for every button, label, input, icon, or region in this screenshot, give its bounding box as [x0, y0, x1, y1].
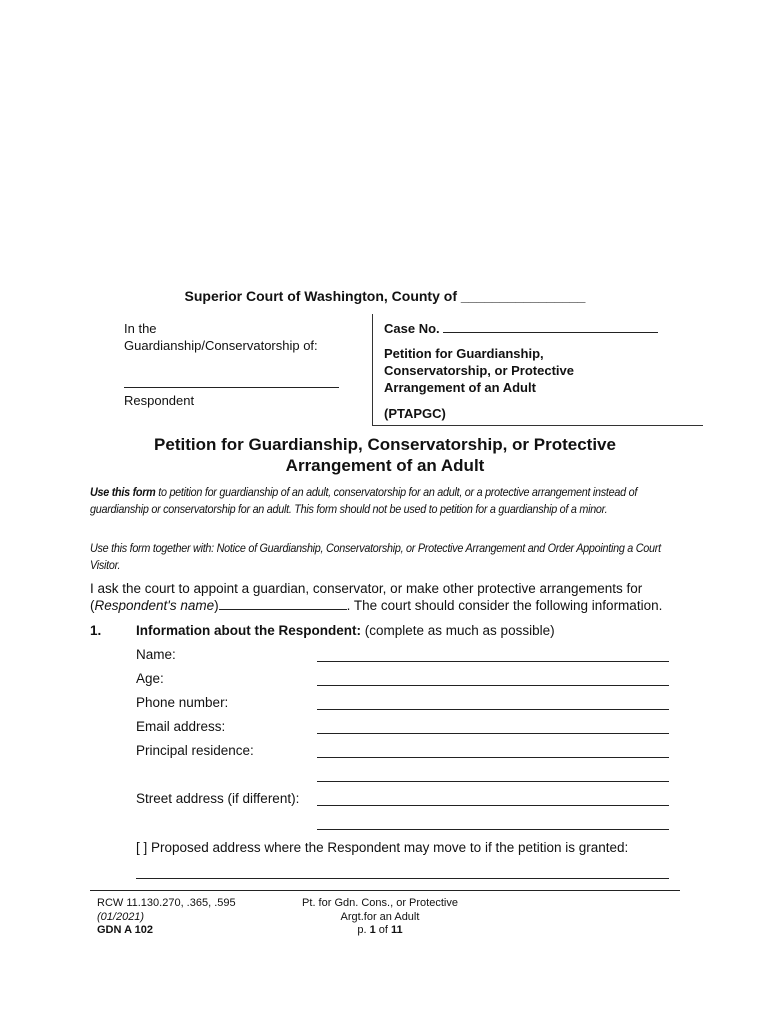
caption-petition-title: [384, 345, 684, 396]
phone-field[interactable]: [317, 709, 669, 710]
instructions-lead: Use this form: [90, 485, 156, 499]
residence-label: Principal residence:: [136, 743, 254, 758]
page-current: 1: [369, 924, 376, 936]
title-line: Arrangement of an Adult: [285, 456, 485, 475]
section-number: 1.: [90, 623, 102, 638]
footer-rule: [90, 890, 680, 891]
caption-petition-line: Petition for Guardianship,: [384, 346, 544, 361]
age-field[interactable]: [317, 685, 669, 686]
footer-left: [97, 897, 236, 938]
proposed-address-field[interactable]: [136, 878, 669, 879]
proposed-address-checkbox-label[interactable]: [ ] Proposed address where the Respondent may move to if the petition is granted:: [136, 840, 629, 855]
street-label: Street address (if different):: [136, 791, 300, 806]
section-title-text: Information about the Respondent:: [136, 623, 361, 638]
caption-petition-line: Conservatorship, or Protective: [384, 363, 574, 378]
title-line: Petition for Guardianship, Conservatorship, or Protective: [154, 435, 616, 454]
request-line: I ask the court to appoint a guardian, conservator, or make other protective arrangements for: [90, 581, 643, 596]
instructions-together: Use this form together with: Notice of Guardianship, Conservatorship, or Protective Arrangement and Order Appointing a Court Visitor.: [90, 541, 661, 572]
respondent-name-hint: Respondent's name: [94, 598, 215, 613]
email-label: Email address:: [136, 719, 226, 734]
instructions-text: to petition for guardianship of an adult, conservatorship for an adult, or a protective arrangement instead of guardianship or conservatorship for an adult. This form should not be used to petition for a guardianship of a minor.: [90, 485, 638, 516]
age-label: Age:: [136, 671, 164, 686]
request-paragraph: [90, 580, 690, 614]
caption-left: [124, 320, 339, 409]
respondent-name-line[interactable]: [124, 375, 339, 388]
caption-divider-vertical: [372, 314, 373, 426]
street-field[interactable]: [317, 805, 669, 806]
paren: (: [90, 598, 95, 613]
page-of: of: [375, 924, 391, 936]
footer-date: (01/2021): [97, 910, 145, 923]
name-field[interactable]: [317, 661, 669, 662]
footer-rcw: RCW 11.130.270, .365, .595: [97, 897, 236, 909]
footer-center: [280, 897, 480, 938]
street-field-line2[interactable]: [317, 829, 669, 830]
document-title: [0, 434, 770, 476]
name-label: Name:: [136, 647, 176, 662]
caption-right: [384, 320, 684, 422]
case-no-label: Case No.: [384, 321, 440, 336]
respondent-label: Respondent: [124, 393, 195, 408]
section-title: [136, 623, 555, 638]
caption-petition-line: Arrangement of an Adult: [384, 380, 536, 395]
residence-field[interactable]: [317, 757, 669, 758]
paren: ): [214, 598, 219, 613]
footer-form-id: GDN A 102: [97, 924, 154, 936]
page-number: [280, 924, 480, 938]
instructions-use: [90, 484, 689, 517]
caption-divider-horizontal: [372, 425, 703, 426]
phone-label: Phone number:: [136, 695, 229, 710]
court-heading: Superior Court of Washington, County of ________________: [184, 288, 586, 304]
footer-title-line: Argt.for an Adult: [340, 910, 420, 923]
email-field[interactable]: [317, 733, 669, 734]
in-the-label: In the: [124, 321, 157, 336]
residence-field-line2[interactable]: [317, 781, 669, 782]
matter-label: Guardianship/Conservatorship of:: [124, 338, 318, 353]
case-no-field[interactable]: [443, 320, 658, 333]
page-prefix: p.: [357, 924, 370, 936]
respondent-name-field[interactable]: [219, 597, 347, 610]
footer-title-line: Pt. for Gdn. Cons., or Protective: [302, 897, 458, 909]
form-code: (PTAPGC): [384, 406, 446, 421]
page-total: 11: [391, 924, 403, 936]
section-note: (complete as much as possible): [361, 623, 555, 638]
request-line-end: . The court should consider the following information.: [346, 598, 663, 613]
